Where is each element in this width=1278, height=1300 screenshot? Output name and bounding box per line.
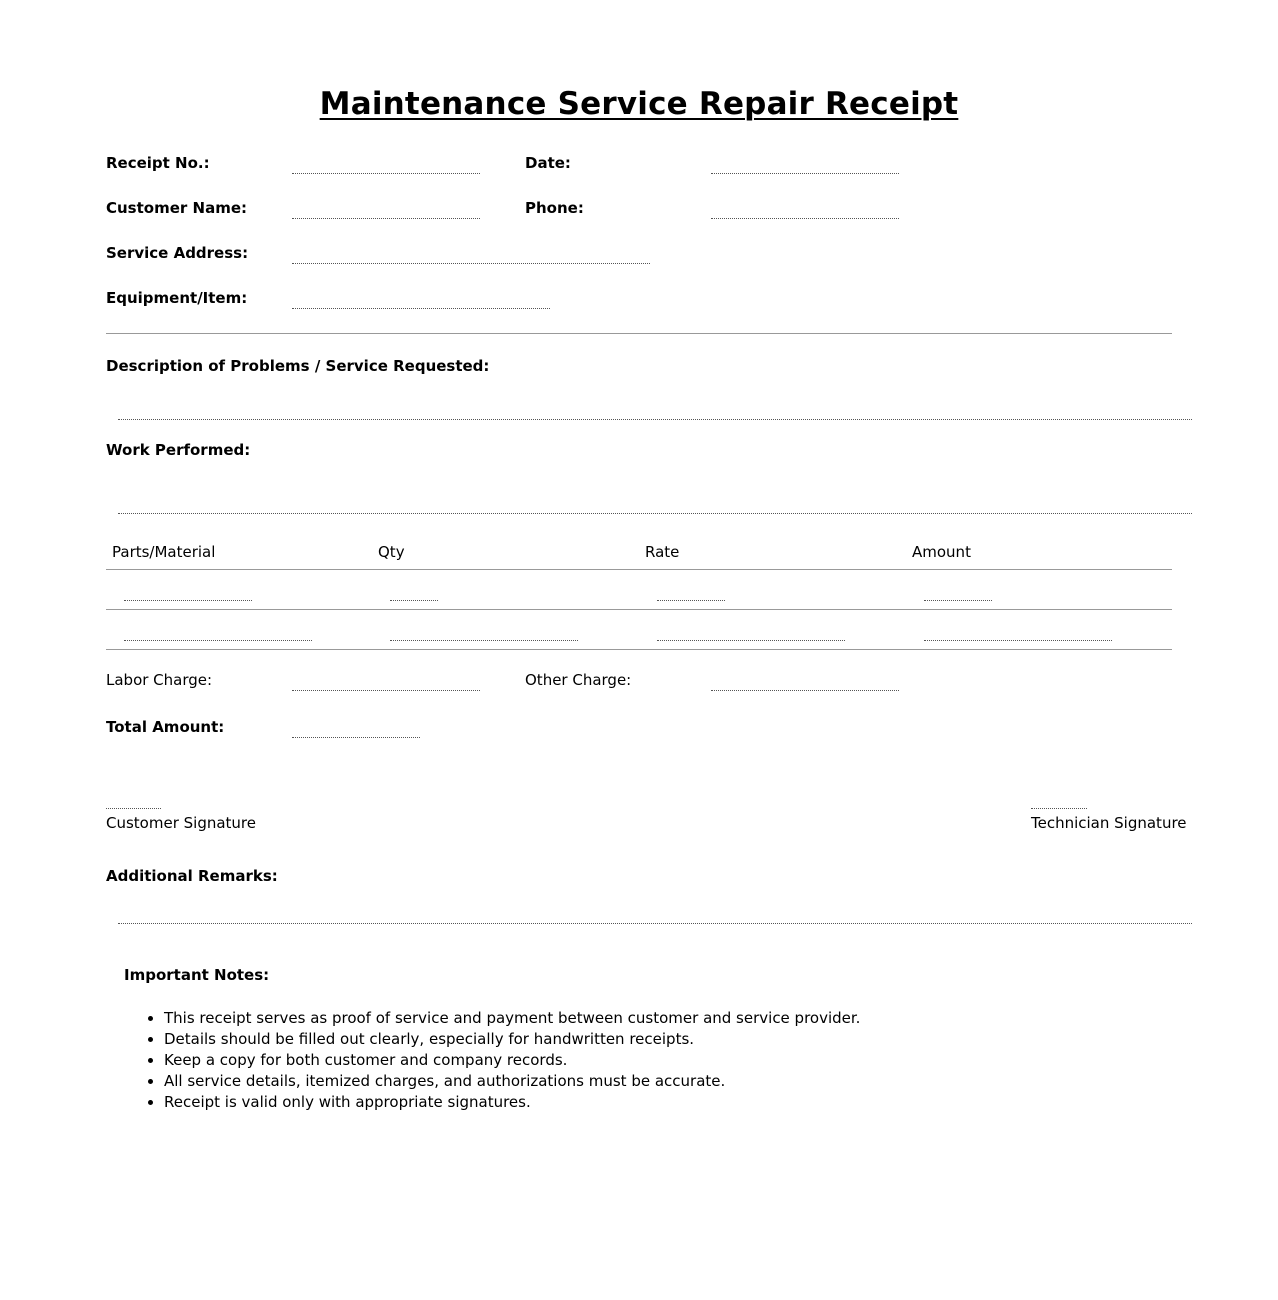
total-amount-field[interactable] (292, 737, 420, 738)
technician-signature-label: Technician Signature (1031, 814, 1187, 832)
other-charge-label: Other Charge: (525, 671, 632, 689)
amount-header: Amount (912, 543, 971, 561)
row1-amount-field[interactable] (924, 600, 992, 601)
list-item: • Receipt is valid only with appropriate signatures. (164, 1092, 860, 1113)
row1-qty-field[interactable] (390, 600, 438, 601)
row1-parts-field[interactable] (124, 600, 252, 601)
list-item: • Details should be filled out clearly, especially for handwritten receipts. (164, 1029, 860, 1050)
additional-remarks-field[interactable] (118, 923, 1192, 924)
customer-signature-line[interactable] (106, 808, 161, 809)
work-performed-label: Work Performed: (106, 441, 251, 459)
equipment-label: Equipment/Item: (106, 289, 248, 307)
page-title: Maintenance Service Repair Receipt (319, 86, 959, 122)
notes-list (124, 1008, 860, 1113)
notes-heading: Important Notes: (124, 966, 270, 984)
customer-signature-label: Customer Signature (106, 814, 256, 832)
phone-label: Phone: (525, 199, 584, 217)
table-row-divider (106, 609, 1172, 610)
customer-name-label: Customer Name: (106, 199, 247, 217)
list-item: • All service details, itemized charges, and authorizations must be accurate. (164, 1071, 860, 1092)
list-item: • This receipt serves as proof of service and payment between customer and service provider. (164, 1008, 860, 1029)
labor-charge-field[interactable] (292, 690, 480, 691)
list-item: • Keep a copy for both customer and company records. (164, 1050, 860, 1071)
table-row-divider (106, 649, 1172, 650)
description-label: Description of Problems / Service Requested: (106, 357, 490, 375)
receipt-no-field[interactable] (292, 173, 480, 174)
row1-rate-field[interactable] (657, 600, 725, 601)
equipment-field[interactable] (292, 308, 550, 309)
row2-parts-field[interactable] (124, 640, 312, 641)
technician-signature-line[interactable] (1031, 808, 1087, 809)
date-field[interactable] (711, 173, 899, 174)
customer-name-field[interactable] (292, 218, 480, 219)
rate-header: Rate (645, 543, 680, 561)
labor-charge-label: Labor Charge: (106, 671, 213, 689)
important-notes (124, 966, 860, 1113)
additional-remarks-label: Additional Remarks: (106, 867, 278, 885)
phone-field[interactable] (711, 218, 899, 219)
service-address-label: Service Address: (106, 244, 249, 262)
parts-header: Parts/Material (112, 543, 216, 561)
work-performed-field[interactable] (118, 513, 1192, 514)
row2-amount-field[interactable] (924, 640, 1112, 641)
row2-rate-field[interactable] (657, 640, 845, 641)
service-address-field[interactable] (292, 263, 650, 264)
table-header-divider (106, 569, 1172, 570)
receipt-no-label: Receipt No.: (106, 154, 210, 172)
total-amount-label: Total Amount: (106, 718, 225, 736)
other-charge-field[interactable] (711, 690, 899, 691)
divider (106, 333, 1172, 334)
description-field[interactable] (118, 419, 1192, 420)
qty-header: Qty (378, 543, 405, 561)
row2-qty-field[interactable] (390, 640, 578, 641)
date-label: Date: (525, 154, 571, 172)
